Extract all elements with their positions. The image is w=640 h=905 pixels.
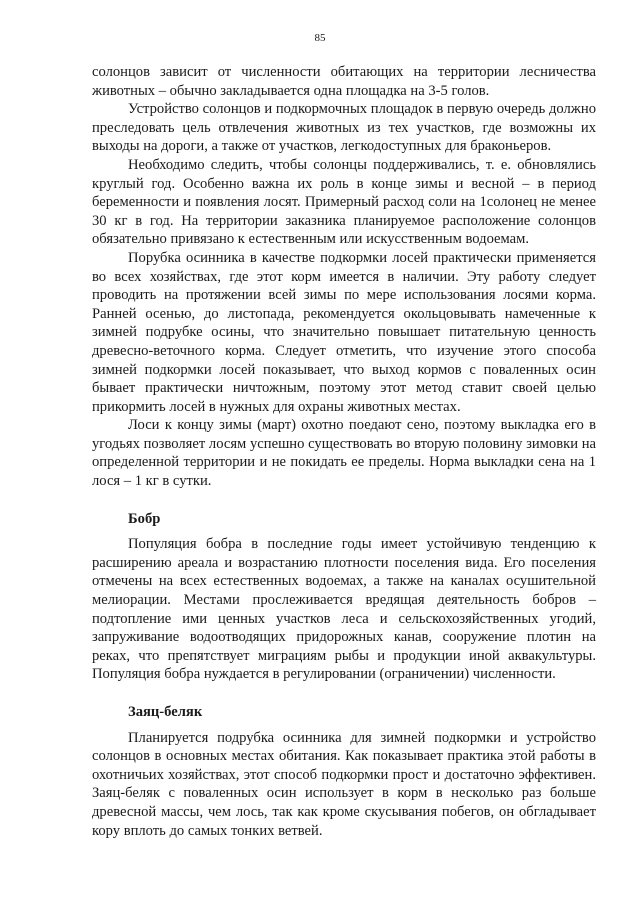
paragraph-salt-licks-count: солонцов зависит от численности обитающих на территории лесничества животных – обычно закладывается одна площадка на 3-5 голов. xyxy=(92,64,596,99)
paragraph-beaver: Популяция бобра в последние годы имеет устойчивую тенденцию к расширению ареала и возрастанию плотности поселения вида. Его поселения отмечены на всех естественных водоемах, а также на каналах осушительной мелиорации. Местами прослеживается вредящая деятельность бобров – подтопление ими ценных участков леса и сельскохозяйственных угодий, запруживание водоотводящих придорожных канав, сооружение плотин на реках, что препятствует миграциям рыбы и продукции иной аквакультуры. Популяция бобра нуждается в регулировании (ограничении) численности. xyxy=(92,536,596,683)
section-heading-beaver: Бобр xyxy=(128,510,161,527)
paragraph-salt-licks-placement: Устройство солонцов и подкормочных площадок в первую очередь должно преследовать цель отвлечения животных из тех участков, где возможны их выходы на дороги, а также от участков, легкодоступных для браконьеров. xyxy=(92,101,596,155)
paragraph-hay-feeding: Лоси к концу зимы (март) охотно поедают сено, поэтому выкладка его в угодьях позволяет лосям успешно существовать во вторую половину зимовки на определенной территории и не покидать ее пределы. Норма выкладки сена на 1 лося – 1 кг в сутки. xyxy=(92,417,596,490)
document-body xyxy=(92,63,596,840)
paragraph-hare: Планируется подрубка осинника для зимней подкормки и устройство солонцов в основных местах обитания. Как показывает практика этой работы в охотничьих хозяйствах, этот способ подкормки прост и достаточно эффективен. Заяц-беляк с поваленных осин использует в корм в несколько раз больше древесной массы, чем лось, так как кроме скусывания побегов, он обгладывает кору вплоть до самых тонких ветвей. xyxy=(92,729,596,839)
paragraph-salt-licks-maintenance: Необходимо следить, чтобы солонцы поддерживались, т. е. обновлялись круглый год. Особенно важна их роль в конце зимы и весной – в период беременности и появления лосят. Примерный расход соли на 1солонец не менее 30 кг в год. На территории заказника планируемое расположение солонцов обязательно привязано к естественным или искусственным водоемам. xyxy=(92,156,596,248)
page-number: 85 xyxy=(314,32,326,44)
paragraph-aspen-felling: Порубка осинника в качестве подкормки лосей практически применяется во всех хозяйствах, где этот корм имеется в наличии. Эту работу следует проводить на протяжении всей зимы по мере использования лосями корма. Ранней осенью, до листопада, рекомендуется окольцовывать намеченные к зимней подрубке осины, что значительно повышает питательную ценность древесно-веточного корма. Следует отметить, что изучение этого способа зимней подкормки лосей показывает, что выход кормов с поваленных осин бывает практически ничтожным, поэтому этот метод ставит своей целью прикормить лосей в нужных для охраны животных местах. xyxy=(92,249,596,415)
section-heading-hare: Заяц-беляк xyxy=(128,704,203,720)
